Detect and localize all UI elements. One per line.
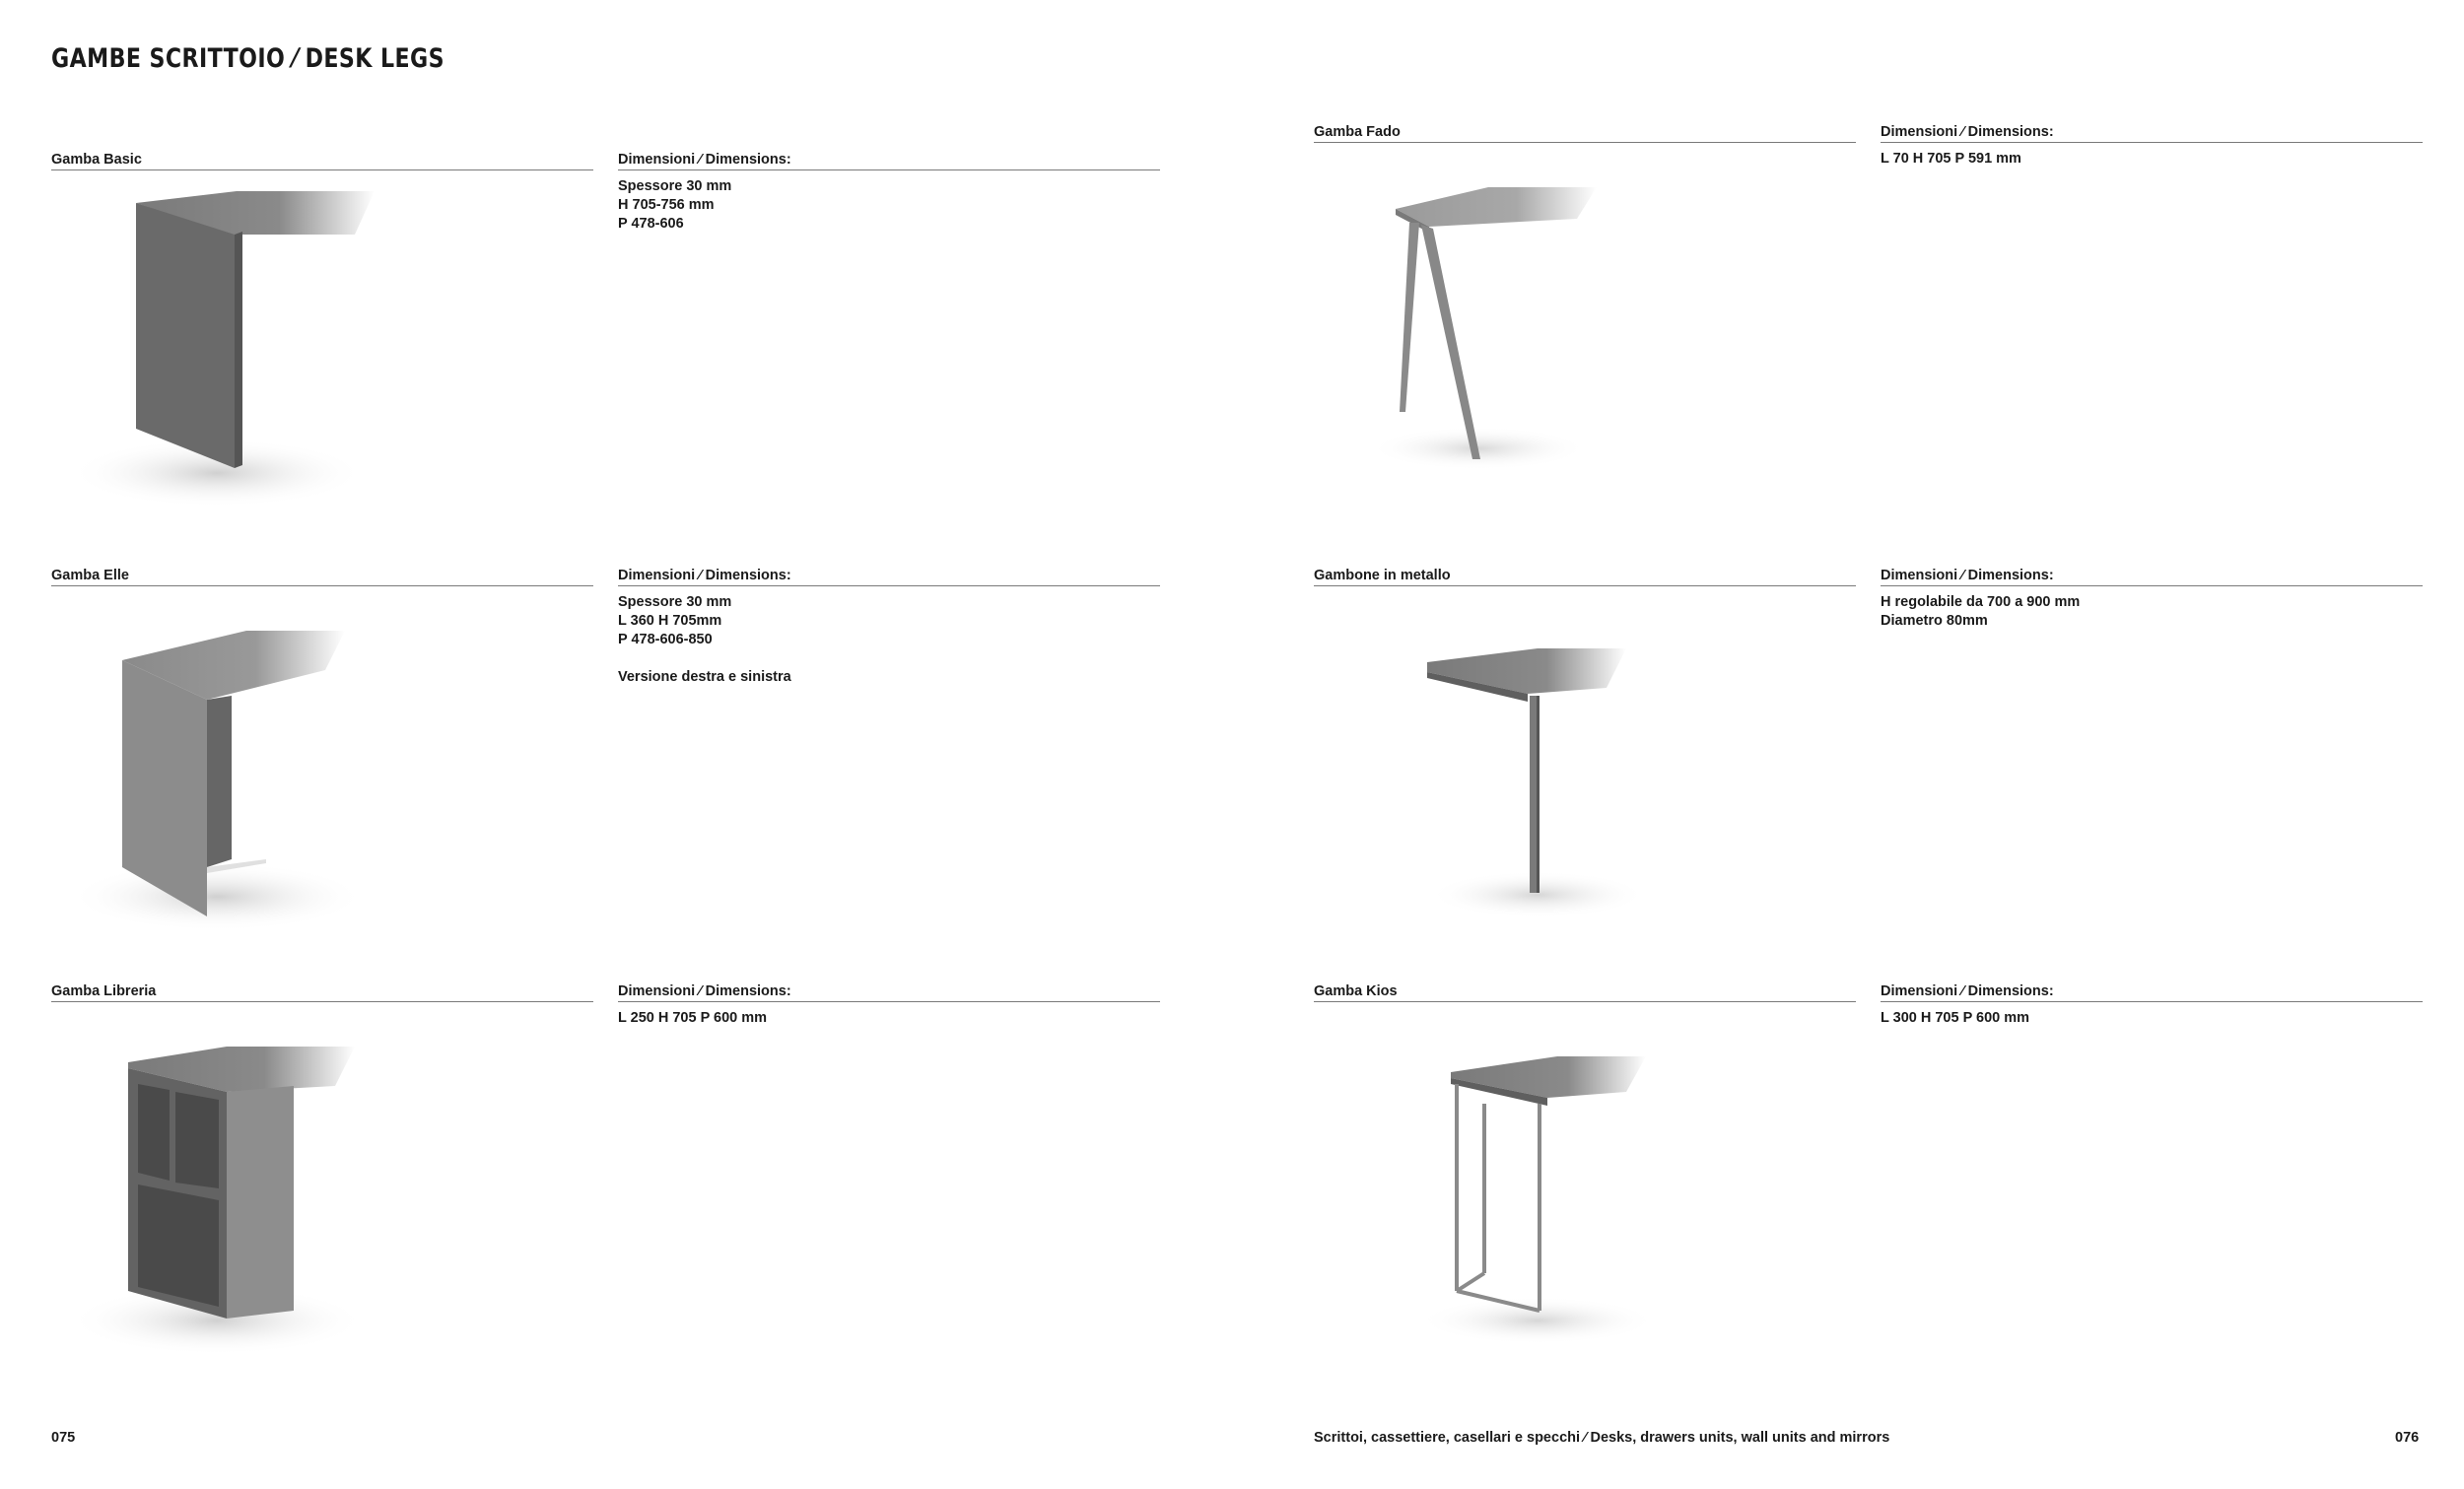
fado-leg-image (1360, 177, 1656, 473)
dimensions-header-gambone: Dimensioni ⁄ Dimensions: (1881, 568, 2423, 586)
dim-line: Diametro 80mm (1881, 613, 1988, 629)
dim-line (618, 649, 791, 668)
dimensions-kios (1881, 1009, 2029, 1028)
dimensions-header-basic: Dimensioni ⁄ Dimensions: (618, 152, 1160, 170)
product-name-gambone: Gambone in metallo (1314, 568, 1856, 586)
basic-leg-image (59, 177, 414, 522)
dimensions-header-elle: Dimensioni ⁄ Dimensions: (618, 568, 1160, 586)
product-name-kios: Gamba Kios (1314, 983, 1856, 1002)
dim-line: P 478-606-850 (618, 632, 713, 647)
page-title: GAMBE SCRITTOIO ⁄ DESK LEGS (51, 43, 445, 74)
dim-line: L 300 H 705 P 600 mm (1881, 1010, 2030, 1026)
dimensions-header-libreria: Dimensioni ⁄ Dimensions: (618, 983, 1160, 1002)
footer-caption: Scrittoi, cassettiere, casellari e specchi ⁄ Desks, drawers units, wall units and mirrors (1314, 1430, 1890, 1446)
elle-leg-image (59, 601, 414, 936)
product-name-basic: Gamba Basic (51, 152, 593, 170)
dim-line: L 70 H 705 P 591 mm (1881, 151, 2021, 167)
dim-line: L 360 H 705mm (618, 613, 722, 629)
dim-line: L 250 H 705 P 600 mm (618, 1010, 768, 1026)
dim-line: Spessore 30 mm (618, 178, 732, 194)
dim-line: P 478-606 (618, 216, 684, 232)
dimensions-elle (618, 593, 791, 687)
dimensions-fado (1881, 150, 2021, 169)
dim-line: H regolabile da 700 a 900 mm (1881, 594, 2081, 610)
dimensions-basic (618, 177, 731, 234)
page-number-right: 076 (2395, 1430, 2420, 1446)
product-name-fado: Gamba Fado (1314, 124, 1856, 143)
product-name-libreria: Gamba Libreria (51, 983, 593, 1002)
dim-line: Versione destra e sinistra (618, 669, 791, 685)
bookcase-leg-image (59, 1025, 414, 1360)
dim-line: H 705-756 mm (618, 197, 715, 213)
metal-post-leg-image (1380, 631, 1676, 926)
dimensions-gambone (1881, 593, 2080, 631)
page-number-left: 075 (51, 1430, 76, 1446)
dim-line: Spessore 30 mm (618, 594, 732, 610)
kios-frame-leg-image (1400, 1045, 1695, 1360)
dimensions-libreria (618, 1009, 767, 1028)
dimensions-header-fado: Dimensioni ⁄ Dimensions: (1881, 124, 2423, 143)
dimensions-header-kios: Dimensioni ⁄ Dimensions: (1881, 983, 2423, 1002)
product-name-elle: Gamba Elle (51, 568, 593, 586)
